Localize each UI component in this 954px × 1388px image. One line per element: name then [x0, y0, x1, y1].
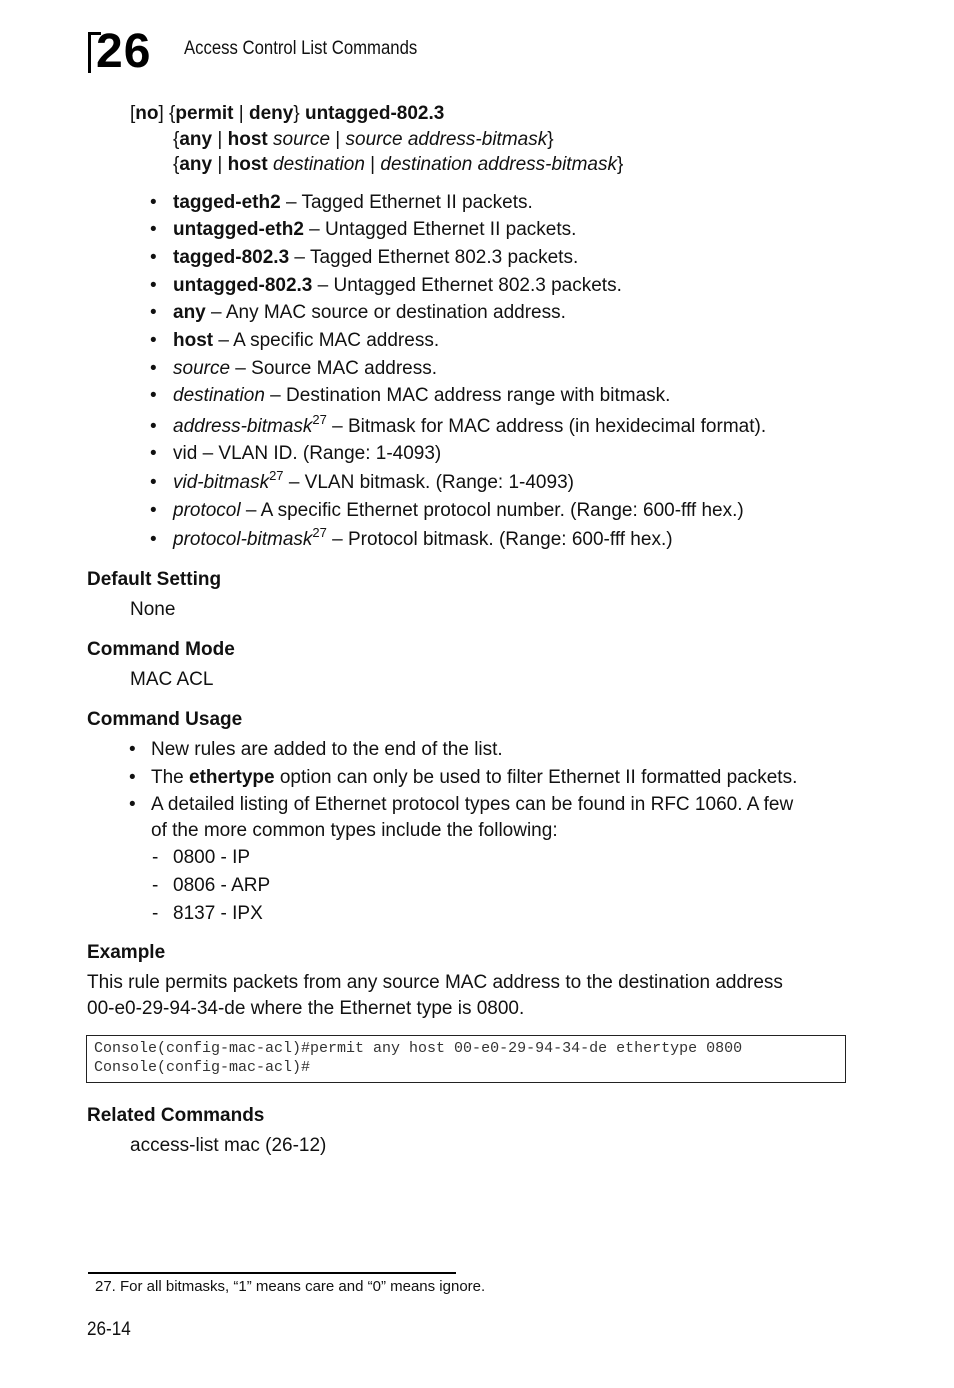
page-number: 26-14 [87, 1319, 131, 1340]
example-text-line-2: 00-e0-29-94-34-de where the Ethernet type is 0800. [87, 998, 525, 1019]
chapter-number-badge [88, 25, 168, 78]
syntax-line-3: {any | host destination | destination address-bitmask} [173, 154, 624, 175]
syntax-line-1: [no] {permit | deny} untagged-802.3 [130, 103, 445, 124]
footnote: 27. For all bitmasks, “1” means care and “0” means ignore. [95, 1278, 486, 1295]
code-block [86, 1035, 846, 1083]
code-line-1: Console(config-mac-acl)#permit any host 00-e0-29-94-34-de ethertype 0800 [94, 1040, 743, 1057]
related-command-link: access-list mac (26-12) [130, 1135, 327, 1156]
example-heading: Example [87, 942, 166, 963]
example-text-line-1: This rule permits packets from any source MAC address to the destination address [87, 972, 783, 993]
command-mode-value: MAC ACL [130, 669, 214, 690]
command-mode-heading: Command Mode [87, 639, 235, 660]
related-commands-heading: Related Commands [87, 1105, 265, 1126]
chapter-title: Access Control List Commands [184, 38, 418, 59]
code-line-2: Console(config-mac-acl)# [94, 1059, 311, 1076]
default-setting-heading: Default Setting [87, 569, 222, 590]
footnote-divider [88, 1272, 456, 1274]
chapter-number: 26 [96, 25, 152, 78]
command-usage-heading: Command Usage [87, 709, 243, 730]
default-setting-value: None [130, 599, 176, 620]
syntax-line-2: {any | host source | source address-bitmask} [173, 129, 554, 150]
